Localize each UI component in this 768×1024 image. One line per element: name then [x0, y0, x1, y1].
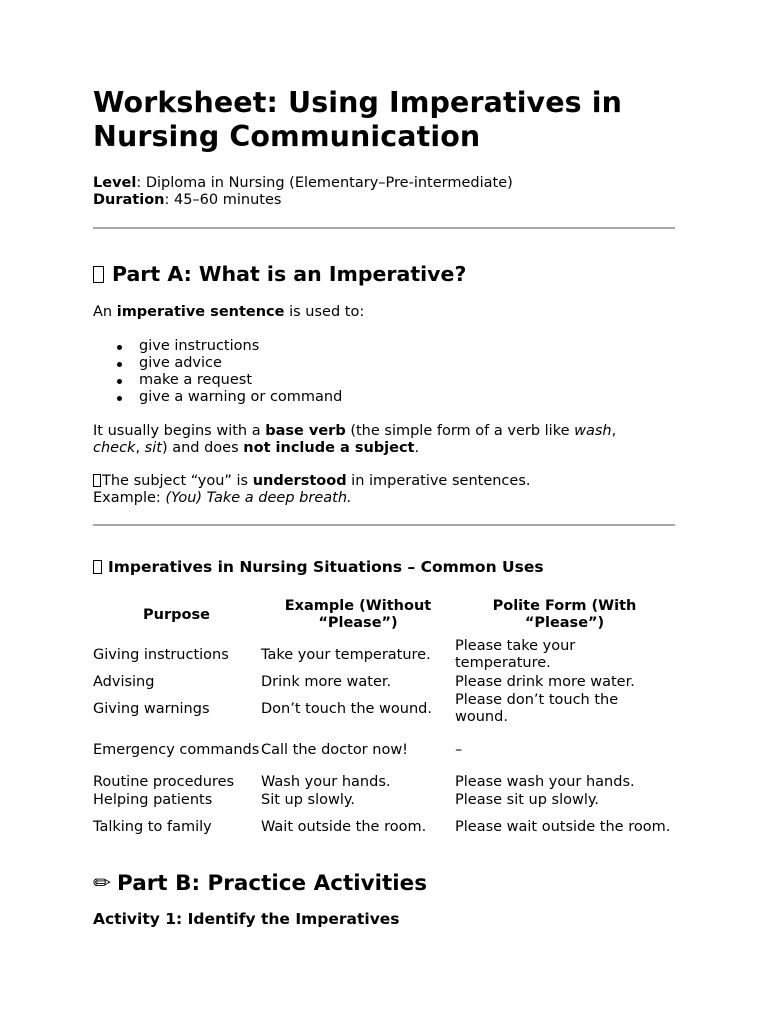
- note-text-2: in imperative sentences.: [346, 473, 531, 489]
- comma: ,: [611, 423, 617, 439]
- purpose-cell: Giving warnings: [93, 700, 210, 717]
- level-line: [93, 175, 675, 192]
- intro-term: imperative sentence: [116, 304, 285, 320]
- page-title: Worksheet: Using Imperatives in Nursing Communication: [93, 86, 623, 153]
- section-divider: [93, 227, 675, 229]
- situations-heading-text: Imperatives in Nursing Situations – Common Uses: [108, 558, 544, 576]
- comma: ,: [135, 440, 145, 456]
- polite-cell: Please wait outside the room.: [455, 818, 671, 835]
- imperative-intro: [93, 304, 675, 321]
- base-text-3: ) and does: [161, 440, 244, 456]
- purpose-cell: Advising: [93, 673, 155, 690]
- imperatives-table: [92, 593, 674, 845]
- note-text-1: The subject “you” is: [102, 473, 253, 489]
- list-item: make a request: [139, 372, 675, 389]
- example-cell: Drink more water.: [261, 673, 392, 690]
- situations-heading: [93, 557, 675, 577]
- purpose-cell: Giving instructions: [93, 646, 229, 663]
- example-word-sit: sit: [144, 440, 162, 456]
- part-a-heading: [93, 261, 675, 287]
- section-divider: [93, 524, 675, 526]
- table-row: [92, 791, 674, 809]
- intro-text-end: is used to:: [284, 304, 365, 320]
- level-label: Level: [93, 175, 137, 191]
- table-row: [92, 673, 674, 691]
- table-row: [92, 773, 674, 791]
- part-a-heading-text: Part A: What is an Imperative?: [112, 262, 467, 286]
- missing-glyph-icon: [93, 560, 102, 574]
- purpose-cell: Talking to family: [93, 818, 212, 835]
- note-term: understood: [252, 473, 347, 489]
- pencil-icon: ✏: [93, 871, 112, 896]
- polite-cell: Please drink more water.: [455, 673, 635, 690]
- base-verb-paragraph: [93, 423, 675, 457]
- duration-line: [93, 192, 675, 209]
- base-text-1: It usually begins with a: [93, 423, 266, 439]
- duration-value: : 45–60 minutes: [164, 192, 282, 208]
- part-b-heading-text: Part B: Practice Activities: [117, 871, 428, 896]
- example-cell: Wash your hands.: [261, 773, 391, 790]
- level-value: : Diploma in Nursing (Elementary–Pre-intermediate): [136, 175, 513, 191]
- base-text-4: .: [414, 440, 420, 456]
- polite-cell: –: [455, 741, 463, 758]
- example-sentence: (You) Take a deep breath.: [165, 490, 352, 506]
- polite-cell: Please wash your hands.: [455, 773, 635, 790]
- polite-cell: Please take your temperature.: [455, 638, 576, 671]
- example-cell: Wait outside the room.: [261, 818, 427, 835]
- intro-text: An: [93, 304, 117, 320]
- purpose-cell: Emergency commands: [93, 741, 260, 758]
- base-text-2: (the simple form of a verb like: [345, 423, 575, 439]
- example-word-check: check: [93, 440, 136, 456]
- example-word-wash: wash: [574, 423, 612, 439]
- subject-note: [93, 473, 675, 507]
- base-verb-term: base verb: [265, 423, 346, 439]
- table-row: [92, 809, 674, 845]
- list-item: give a warning or command: [139, 389, 675, 406]
- polite-cell: Please sit up slowly.: [455, 791, 600, 808]
- imperative-uses-list: [93, 338, 675, 406]
- example-cell: Call the doctor now!: [261, 741, 408, 758]
- missing-glyph-icon: [93, 474, 101, 487]
- table-header-row: [92, 593, 674, 637]
- worksheet-page: [93, 0, 675, 929]
- no-subject-term: not include a subject: [243, 440, 415, 456]
- column-header-purpose: Purpose: [143, 606, 210, 623]
- table-row: [92, 691, 674, 727]
- example-cell: Don’t touch the wound.: [261, 700, 432, 717]
- activity-1-heading: Activity 1: Identify the Imperatives: [93, 910, 400, 928]
- table-row: [92, 637, 674, 673]
- column-header-example: Example (Without “Please”): [284, 598, 432, 631]
- missing-glyph-icon: [93, 266, 104, 283]
- part-b-heading: [93, 871, 675, 897]
- purpose-cell: Helping patients: [93, 791, 213, 808]
- worksheet-meta: [93, 175, 675, 209]
- list-item: give advice: [139, 355, 675, 372]
- example-cell: Sit up slowly.: [261, 791, 355, 808]
- table-row: [92, 727, 674, 773]
- list-item: give instructions: [139, 338, 675, 355]
- polite-cell: Please don’t touch the wound.: [455, 692, 619, 725]
- purpose-cell: Routine procedures: [93, 773, 235, 790]
- column-header-polite: Polite Form (With “Please”): [492, 598, 637, 631]
- example-cell: Take your temperature.: [261, 646, 431, 663]
- example-label: Example:: [93, 490, 166, 506]
- duration-label: Duration: [93, 192, 165, 208]
